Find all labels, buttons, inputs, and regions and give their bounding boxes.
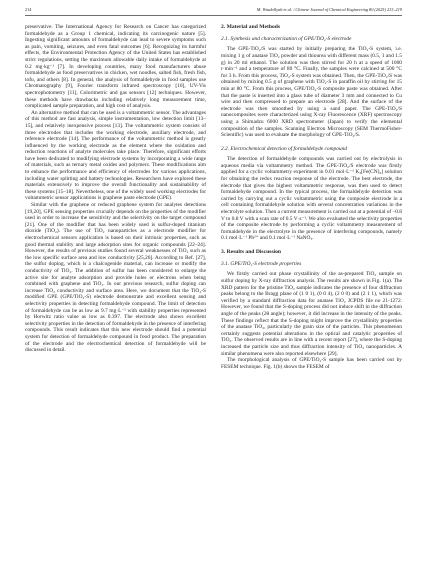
paragraph: An alternative method that can be used is a voltammetric sensor. The advantages of this method are fast analysis, simple instrumentation, low detection limit [13–15], and relatively inexpensive process [13]. The voltammetric system consists of three electrodes that includes the working electrode, auxiliary electrode, and reference electrode [14]. The performance of the voltammetric method is greatly influenced by the working electrode as the element where the oxidation and reduction reactions of analyte molecules take place. Therefore, significant efforts have been dedicated to modifying electrode systems by incorporating a wide range of materials, such as ternary metal oxides and polymers. These modifications aim to enhance the performance and efficiency of electrodes for various applications, including water splitting and battery technologies. Researchers have explored these materials extensively to improve the overall functionality and sustainability of these systems [15–18]. Nevertheless, one of the widely used working electrodes for voltammetric sensor applications is graphene paste electrode (GPE). — [25, 109, 206, 202]
subsection-heading: 3.1. GPE/TiO₂-S electrode properties — [221, 260, 302, 267]
paragraph: preservative. The International Agency for Research on Cancer has categorized formaldehyde as a Group 1 chemical, indicating its carcinogenic nature [5]. Ingesting significant amounts of formaldehyde can lead to severe symptoms such as pain, vomiting, seizures, and even fatal outcomes [6]. Recognizing its harmful effects, the Environmental Protection Agency of the United States has established strict regulations, setting the maximum allowable daily intake of formaldehyde at 0.2 mg·kg⁻¹ [7]. In developing countries, many food manufacturers abuse formaldehyde as food preservatives in chicken, wet noodles, salted fish, fresh fish, tofu, and others [8]. In general, the analysis of formaldehyde in food samples use Chromatography [9], Fourier transform infrared spectroscopy [10], UV-Vis spectrophotometry [11], Colorimetric and gas sensors [12] techniques. However, these methods have drawbacks including relatively long measurement time, complicated sample preparation, and high cost of analysis. — [25, 24, 206, 110]
page-number: 214 — [25, 7, 32, 12]
subsection-heading: 2.1. Synthesis and characterization of GPE/TiO₂-S electrode — [221, 35, 352, 42]
subsection-heading: 2.2. Electrochemical detection of formaldehyde compound — [221, 145, 347, 152]
paragraph: The GPE-TiO₂/S was started by initially preparing the TiO₂-S system, i.e. mixing 1 g of anatase TiO₂ powder and thiourea with different mass (0.5, 1 and 1.5 g) in 20 ml ethanol. The solution was then stirred for 20 h at a speed of 1000 r·min⁻¹ and a temperature of 80 °C. Finally, the samples were calcined at 500 °C for 3 h. From this process, TiO₂-S system was obtained. Then, the GPE-TiO₂/S was obtained by mixing 0.5 g of graphene with TiO₂-S in paraffin oil by stirring for 15 min at 80 °C. From this process, GPE/TiO₂-S composite paste was obtained. After that the paste is inserted into a glass tube of diameter 3 mm and connected to Cu wire and then compressed to prepare an electrode [28]. And the surface of the electrode was then smoothed by using a sand paper. The GPE-TiO₂/S nanocomposites were characterized using X-ray Fluorescence (XRF) spectroscopy using a Shimadzu 6000 XRD spectrometer (Japan) to verify the elemental composition of the samples. Scanning Electron Microscopy (SEM ThermoFisher-Scientific) was used to evaluate the morphology of GPE-TiO₂/S. — [221, 46, 402, 139]
paragraph: We firstly carried out phase crystallinity of the as-prepared TiO₂ sample on sulfur doping by X-ray diffraction analysis. The results are shown in Fig. 1(a). The XRD pattern for the pristine TiO₂ sample indicates the presence of four diffraction peaks belong to the Bragg plane of (1 0 1), (0 0 4), (2 0 0) and (2 1 1), which was verified by a standard diffraction data for anatase TiO₂ JCPDS file no 21-1272. However, we found that the S-doping process did not induce shift in the diffraction angle of the peaks (2θ angle); however, it did increase in the intensity of the peaks. These findings reflect that the S-doping might improve the crystallinity properties of the anatase TiO₂, particularly the grain size of the particles. This phenomenon certainly suggests potential alterations in the optical and catalytic properties of TiO₂. The observed results are in line with a recent report [27], where the S-doping increased the particle size and thus diffraction intensity of TiO₂ nanoparticles. A similar phenomena were also reported elsewhere [29]. — [221, 271, 402, 357]
paragraph: Similar with the graphene or reduced graphene system for analytes detections [19,20], GPE sensing properties crucially depends on the properties of the modifier used in order to increase the sensitivity and the selectivity on the target compound [21]. One of the modifier that has been widely used is sulfur-doped titanium dioxide (TiO₂). The use of TiO₂ nanoparticles as a electrode modifier for electrochemical sensors application is based on their intrinsic properties, such as good thermal stability and large adsorption sites for organic compounds [22–24]. However, the results of previous studies found several weaknesses of TiO₂ such as the low specific surface area and low conductivity [25,26]. According to Ref. [27], the sulfur doping, which is a chalcogenide material, can increase or modify the conductivity of TiO₂. The addition of sulfur has been considered to enlarge the active site for analyte adsorption and provide holes or electrons when being combined with graphene and TiO₂. In our previous research, sulfur doping can increase TiO₂ conductivity and surface area. Here, we document that the TiO₂-S modified GPE (GPE/TiO₂-S) electrode demonstrate and excellent sensing and selectivity properties in detecting formaldehyde compound. The limit of detection of formaldehyde can be as low as 9.7 mg·L⁻¹ with stability properties represented by Horwitz ratio value as low as 0.397. The electrode also shows excellent selectivity properties in the detection of formaldehyde in the presence of interfering compounds. This result indicates that this new electrode should find a potential system for detection of formaldehyde compound in food product. The preparation of the electrode and the electrochemical detection of formaldehyde will be discussed in detail. — [25, 202, 206, 354]
right-column — [221, 24, 402, 370]
two-column-body — [25, 24, 402, 370]
section-heading: 3. Results and Discussion — [221, 249, 281, 256]
running-header — [25, 7, 402, 16]
left-column — [25, 24, 206, 370]
journal-citation: M. Wasdollyab et al. / Chinese Journal of Chemical Engineering 80 (2025) 213–219 — [256, 7, 402, 12]
paragraph: The morphological analysis of GPE/TiO₂-S sample has been carried out by FESEM technique. Fig. 1(b) shows the FESEM of — [221, 357, 402, 370]
section-heading: 2. Material and Methods — [221, 24, 281, 30]
paragraph: The detection of formaldehyde compounds was carried out by electrolysis in aqueous media via voltammetry method. The GPE-TiO₂/S electrode was firstly applied for a cyclic voltammetry experiment in 0.01 mol·L⁻¹ K₃[Fe(CN)₆] solution for obtaining the redox reaction response of the electrode. The best electrode, the electrode that gives the highest voltammetric response, was then used to detect formaldehyde compound. In the typical process, the formaldehyde detection was carried by carrying out a cyclic voltammetric using the composite electrode in a cell containing formaldehyde solution with several concentration variations in the electrolyte solution. Then a current measurement is carried out at a potential of –0.8 V to 0.8 V with a scan rate of 0.5 V·s⁻¹. We also evaluated the selectivity properties of the composite electrode by performing a cyclic voltammetry measurement of formaldehyde in the electrolyte in the presence of interfering compounds, namely 0.1 mol·L⁻¹ Pb²⁺ and 0.1 mol·L⁻¹ NaNO₃. — [221, 156, 402, 242]
